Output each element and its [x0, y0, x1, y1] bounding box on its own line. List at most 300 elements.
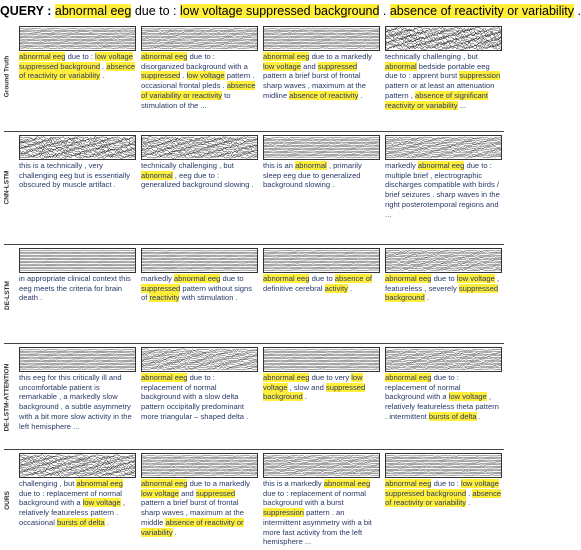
eeg-channel-trace: [142, 34, 257, 35]
eeg-channel-trace: [142, 46, 257, 47]
eeg-channel-trace: [264, 360, 379, 361]
caption-text: .: [466, 488, 473, 498]
eeg-channel-trace: [264, 252, 379, 253]
eeg-channel-trace: [386, 262, 501, 263]
eeg-channel-trace: [264, 455, 379, 456]
eeg-channel-trace: [20, 354, 135, 355]
highlighted-phrase: absence of reactivity or variability: [141, 517, 244, 537]
generated-report: [141, 52, 258, 110]
eeg-channel-trace: [264, 149, 379, 150]
eeg-channel-trace: [264, 42, 379, 43]
caption-text: and: [301, 61, 318, 71]
eeg-channel-trace: [386, 146, 501, 148]
result-cell: [263, 248, 380, 293]
highlighted-phrase: abnormal: [295, 161, 327, 170]
eeg-channel-trace: [264, 359, 379, 360]
eeg-waveform: [264, 454, 379, 477]
eeg-channel-trace: [20, 349, 135, 350]
eeg-channel-trace: [142, 352, 257, 354]
caption-text: due to :: [431, 479, 462, 488]
row-divider: [4, 244, 504, 245]
eeg-channel-trace: [386, 355, 501, 356]
row-divider: [4, 131, 504, 132]
result-cell: [19, 453, 136, 528]
eeg-channel-trace: [142, 37, 257, 38]
eeg-channel-trace: [264, 256, 379, 257]
eeg-channel-trace: [386, 155, 501, 157]
eeg-channel-trace: [264, 350, 379, 351]
highlighted-phrase: low voltage suppressed background: [180, 4, 380, 18]
caption-text: .: [424, 293, 429, 303]
eeg-channel-trace: [20, 43, 135, 44]
generated-report: [385, 274, 502, 303]
result-cell: [263, 453, 380, 547]
eeg-channel-trace: [264, 460, 379, 461]
eeg-channel-trace: [264, 265, 379, 266]
eeg-channel-trace: [264, 357, 379, 358]
caption-text: with stimulation .: [179, 293, 238, 303]
eeg-channel-trace: [20, 36, 135, 37]
generated-report: [19, 161, 136, 190]
eeg-channel-trace: [20, 352, 135, 353]
caption-text: due to : replacement of normal background with a: [385, 373, 461, 402]
caption-text: due to : disorganized background with a: [141, 52, 248, 71]
caption-text: pattern . occasional frontal pleds .: [141, 71, 255, 91]
generated-report: [263, 274, 380, 293]
caption-text: pattern . an intermittent asymmetry with a bit more fast activity from the left hemisphere ...: [263, 508, 372, 547]
eeg-channel-trace: [386, 265, 501, 266]
eeg-waveform: [386, 27, 501, 50]
highlighted-phrase: suppressed: [141, 283, 181, 293]
eeg-channel-trace: [264, 48, 379, 49]
generated-report: [263, 479, 380, 547]
row-label: [0, 26, 14, 126]
eeg-channel-trace: [386, 252, 501, 253]
eeg-channel-trace: [20, 364, 135, 365]
result-cell: [141, 453, 258, 537]
eeg-channel-trace: [264, 37, 379, 38]
highlighted-phrase: low voltage: [186, 71, 225, 81]
highlighted-phrase: bursts of delta: [57, 517, 105, 527]
eeg-channel-trace: [386, 268, 501, 269]
eeg-channel-trace: [20, 42, 135, 43]
caption-text: ...: [457, 100, 467, 110]
eeg-channel-trace: [142, 467, 257, 468]
highlighted-phrase: abnormal eeg: [263, 274, 310, 283]
eeg-channel-trace: [264, 155, 379, 156]
eeg-channel-trace: [142, 457, 257, 458]
caption-text: .: [573, 4, 581, 18]
eeg-waveform: [386, 249, 501, 272]
eeg-channel-trace: [264, 270, 379, 271]
eeg-channel-trace: [386, 461, 501, 462]
eeg-channel-trace: [142, 48, 257, 49]
eeg-channel-trace: [386, 360, 501, 361]
eeg-channel-trace: [386, 138, 501, 140]
eeg-waveform: [264, 27, 379, 50]
eeg-channel-trace: [20, 351, 135, 352]
row-label: [0, 248, 14, 343]
eeg-channel-trace: [264, 467, 379, 468]
eeg-channel-trace: [20, 148, 135, 151]
eeg-thumbnail: [141, 453, 258, 478]
eeg-channel-trace: [386, 140, 501, 142]
eeg-channel-trace: [20, 46, 135, 47]
eeg-channel-trace: [386, 365, 501, 366]
eeg-channel-trace: [142, 473, 257, 474]
result-cell: [385, 26, 502, 110]
highlighted-phrase: abnormal eeg: [141, 373, 188, 382]
eeg-thumbnail: [141, 135, 258, 160]
generated-report: [141, 479, 258, 537]
eeg-channel-trace: [142, 42, 257, 43]
eeg-channel-trace: [386, 349, 501, 350]
eeg-waveform: [142, 27, 257, 50]
generated-report: [19, 479, 136, 528]
row-label-text: OURS: [3, 491, 11, 510]
result-cell: [141, 248, 258, 303]
caption-text: due to :: [131, 4, 180, 18]
eeg-channel-trace: [20, 462, 135, 465]
eeg-channel-trace: [142, 145, 257, 148]
highlighted-phrase: abnormal eeg: [54, 4, 132, 18]
eeg-channel-trace: [386, 352, 501, 353]
eeg-channel-trace: [386, 153, 501, 155]
highlighted-phrase: abnormal eeg: [263, 52, 310, 61]
eeg-channel-trace: [264, 463, 379, 464]
highlighted-phrase: low voltage: [456, 274, 495, 283]
eeg-channel-trace: [142, 358, 257, 360]
caption-text: definitive cerebral: [263, 283, 325, 293]
eeg-channel-trace: [386, 457, 501, 458]
eeg-channel-trace: [386, 258, 501, 259]
eeg-channel-trace: [142, 39, 257, 40]
eeg-channel-trace: [142, 367, 257, 369]
result-cell: [19, 135, 136, 190]
eeg-channel-trace: [142, 43, 257, 44]
eeg-channel-trace: [142, 469, 257, 470]
eeg-waveform: [264, 136, 379, 159]
row-label: [0, 135, 14, 240]
eeg-channel-trace: [142, 362, 257, 364]
highlighted-phrase: suppressed: [317, 61, 358, 71]
caption-text: .: [379, 4, 390, 18]
caption-text: technically challenging , but: [385, 52, 478, 61]
row-label: [0, 347, 14, 447]
eeg-channel-trace: [20, 34, 135, 35]
caption-text: due to: [220, 274, 244, 283]
eeg-thumbnail: [141, 248, 258, 273]
eeg-thumbnail: [19, 248, 136, 273]
caption-text: due to : replacement of normal background with a slow delta pattern occipitally predominant more triangular – shaped delta .: [141, 373, 249, 421]
caption-text: pattern or at least an attenuation pattern ,: [385, 81, 495, 100]
eeg-channel-trace: [264, 139, 379, 140]
eeg-waveform: [20, 454, 135, 477]
row-label-text: CNN-LSTM: [3, 170, 11, 205]
eeg-channel-trace: [386, 464, 501, 465]
eeg-channel-trace: [264, 251, 379, 252]
highlighted-phrase: absence of significant reactivity or variability: [385, 90, 489, 110]
row-label-text: Ground Truth: [3, 55, 11, 97]
eeg-waveform: [20, 348, 135, 371]
highlighted-phrase: low voltage suppressed background: [19, 52, 134, 71]
eeg-waveform: [264, 249, 379, 272]
eeg-channel-trace: [386, 264, 501, 265]
eeg-thumbnail: [385, 347, 502, 372]
eeg-channel-trace: [386, 363, 501, 364]
eeg-channel-trace: [386, 156, 501, 158]
eeg-thumbnail: [19, 453, 136, 478]
result-cell: [19, 248, 136, 303]
eeg-thumbnail: [19, 347, 136, 372]
highlighted-phrase: suppression: [263, 508, 304, 518]
eeg-channel-trace: [20, 366, 135, 367]
eeg-channel-trace: [386, 473, 501, 474]
eeg-channel-trace: [386, 266, 501, 267]
caption-text: , featureless , severely: [385, 274, 500, 293]
highlighted-phrase: low voltage: [448, 392, 487, 402]
eeg-channel-trace: [264, 30, 379, 31]
eeg-channel-trace: [264, 366, 379, 367]
generated-report: [385, 52, 502, 110]
eeg-channel-trace: [20, 138, 135, 142]
eeg-channel-trace: [264, 369, 379, 370]
eeg-channel-trace: [20, 468, 135, 471]
eeg-channel-trace: [20, 474, 135, 477]
eeg-channel-trace: [142, 31, 257, 32]
eeg-channel-trace: [264, 142, 379, 143]
eeg-channel-trace: [20, 31, 135, 32]
result-cell: [141, 347, 258, 422]
eeg-channel-trace: [386, 141, 501, 143]
eeg-channel-trace: [142, 45, 257, 46]
generated-report: [141, 274, 258, 303]
caption-text: challenging , but: [19, 479, 77, 488]
eeg-channel-trace: [264, 31, 379, 32]
caption-text: markedly: [385, 161, 418, 170]
eeg-channel-trace: [386, 357, 501, 358]
eeg-waveform: [20, 249, 135, 272]
eeg-channel-trace: [142, 139, 257, 142]
highlighted-phrase: absence of variability or reactivity: [141, 81, 256, 100]
result-cell: [263, 26, 380, 101]
caption-text: due to very: [309, 373, 352, 382]
caption-text: , relatively featureless pattern . occasional: [19, 498, 125, 527]
highlighted-phrase: suppression: [459, 71, 501, 81]
caption-text: technically challenging , but: [141, 161, 234, 170]
eeg-channel-trace: [142, 151, 257, 154]
eeg-thumbnail: [385, 135, 502, 160]
result-cell: [385, 135, 502, 219]
caption-text: , relatively featureless theta pattern . intermittent: [385, 392, 499, 421]
eeg-channel-trace: [142, 472, 257, 473]
eeg-channel-trace: [386, 255, 501, 256]
eeg-channel-trace: [264, 367, 379, 368]
eeg-channel-trace: [20, 37, 135, 38]
highlighted-phrase: low voltage: [141, 488, 179, 498]
caption-text: .: [100, 71, 105, 81]
eeg-channel-trace: [386, 354, 501, 355]
eeg-channel-trace: [20, 357, 135, 358]
eeg-channel-trace: [20, 30, 135, 31]
highlighted-phrase: suppressed: [141, 71, 181, 81]
caption-text: this is an: [263, 161, 296, 170]
eeg-channel-trace: [386, 469, 501, 470]
result-cell: [385, 347, 502, 422]
eeg-channel-trace: [142, 460, 257, 461]
eeg-waveform: [142, 249, 257, 272]
row-divider: [4, 449, 504, 450]
eeg-channel-trace: [142, 33, 257, 34]
eeg-channel-trace: [386, 150, 501, 152]
eeg-channel-trace: [386, 463, 501, 464]
caption-text: , primarily sleep eeg due to generalized background slowing .: [263, 161, 362, 190]
result-cell: [141, 26, 258, 110]
eeg-channel-trace: [142, 475, 257, 476]
eeg-channel-trace: [142, 350, 257, 352]
highlighted-phrase: low voltage: [82, 498, 121, 508]
eeg-channel-trace: [264, 33, 379, 34]
caption-text: due to a markedly: [309, 52, 372, 61]
eeg-channel-trace: [386, 364, 501, 365]
highlighted-phrase: abnormal eeg: [417, 161, 465, 170]
eeg-channel-trace: [142, 40, 257, 41]
eeg-channel-trace: [264, 45, 379, 46]
eeg-channel-trace: [142, 458, 257, 459]
eeg-channel-trace: [264, 258, 379, 259]
highlighted-phrase: suppressed background: [263, 382, 366, 402]
eeg-channel-trace: [142, 368, 257, 370]
eeg-channel-trace: [264, 143, 379, 144]
generated-report: [263, 373, 380, 402]
result-cell: [385, 248, 502, 303]
highlighted-phrase: suppressed: [195, 488, 236, 498]
caption-text: .: [466, 498, 471, 508]
eeg-channel-trace: [20, 33, 135, 34]
eeg-channel-trace: [20, 361, 135, 362]
eeg-thumbnail: [263, 347, 380, 372]
caption-text: .: [172, 527, 177, 537]
highlighted-phrase: abnormal eeg: [385, 373, 432, 382]
eeg-channel-trace: [20, 143, 135, 147]
eeg-channel-trace: [264, 36, 379, 37]
eeg-channel-trace: [20, 369, 135, 370]
generated-report: [385, 161, 502, 219]
eeg-channel-trace: [386, 137, 501, 139]
highlighted-phrase: abnormal eeg: [173, 274, 221, 283]
eeg-channel-trace: [264, 262, 379, 263]
eeg-channel-trace: [264, 255, 379, 256]
eeg-channel-trace: [264, 40, 379, 41]
eeg-channel-trace: [264, 137, 379, 138]
result-cell: [385, 453, 502, 508]
eeg-channel-trace: [386, 460, 501, 461]
highlighted-phrase: abnormal eeg: [385, 274, 432, 283]
eeg-channel-trace: [264, 157, 379, 158]
caption-text: due to a markedly: [187, 479, 250, 488]
eeg-channel-trace: [264, 148, 379, 149]
eeg-channel-trace: [386, 351, 501, 352]
caption-text: due to : replacement of normal background with a: [19, 488, 122, 508]
eeg-channel-trace: [386, 472, 501, 473]
eeg-waveform: [142, 136, 257, 159]
eeg-channel-trace: [20, 355, 135, 356]
eeg-channel-trace: [386, 475, 501, 476]
eeg-channel-trace: [264, 475, 379, 476]
eeg-channel-trace: [264, 267, 379, 268]
generated-report: [385, 479, 502, 508]
eeg-channel-trace: [142, 470, 257, 471]
eeg-waveform: [386, 348, 501, 371]
result-cell: [19, 347, 136, 431]
eeg-channel-trace: [264, 152, 379, 153]
highlighted-phrase: low voltage: [263, 61, 301, 71]
eeg-channel-trace: [264, 264, 379, 265]
highlighted-phrase: absence of reactivity or variability: [389, 4, 574, 18]
eeg-channel-trace: [386, 152, 501, 154]
eeg-thumbnail: [141, 26, 258, 51]
result-cell: [263, 135, 380, 190]
caption-text: and: [179, 488, 196, 498]
eeg-channel-trace: [142, 28, 257, 29]
eeg-channel-trace: [264, 34, 379, 35]
caption-text: bedside portable eeg due to : apprent burst: [385, 61, 490, 81]
eeg-thumbnail: [19, 26, 136, 51]
eeg-channel-trace: [386, 458, 501, 459]
eeg-channel-trace: [20, 45, 135, 46]
highlighted-phrase: activity: [324, 283, 348, 293]
eeg-channel-trace: [264, 466, 379, 467]
eeg-channel-trace: [20, 39, 135, 40]
eeg-channel-trace: [264, 46, 379, 47]
caption-text: due to : replacement of normal background with a burst: [263, 488, 366, 508]
eeg-thumbnail: [385, 26, 502, 51]
caption-text: , eeg due to : generalized background slowing .: [141, 170, 254, 190]
highlighted-phrase: abnormal: [385, 61, 417, 71]
result-cell: [263, 347, 380, 402]
eeg-channel-trace: [20, 28, 135, 29]
generated-report: [141, 161, 258, 190]
caption-text: this is a markedly: [263, 479, 324, 488]
caption-text: pattern a brief burst of frontal sharp waves , maximum at the midline: [263, 71, 366, 100]
eeg-channel-trace: [142, 349, 257, 351]
eeg-thumbnail: [263, 248, 380, 273]
highlighted-phrase: suppressed background: [385, 283, 499, 303]
caption-text: to stimulation of the ...: [141, 90, 231, 110]
eeg-channel-trace: [386, 143, 501, 145]
highlighted-phrase: absence of: [334, 274, 372, 283]
row-label: [0, 453, 14, 548]
highlighted-phrase: absence of reactivity or variability: [385, 488, 502, 508]
caption-text: .: [180, 71, 187, 81]
eeg-thumbnail: [385, 453, 502, 478]
eeg-channel-trace: [386, 261, 501, 262]
eeg-channel-trace: [142, 466, 257, 467]
caption-text: , slow and: [287, 382, 326, 392]
eeg-channel-trace: [20, 155, 135, 158]
caption-text: .: [476, 411, 481, 421]
generated-report: [141, 373, 258, 422]
eeg-channel-trace: [386, 470, 501, 471]
eeg-thumbnail: [263, 135, 380, 160]
eeg-channel-trace: [264, 268, 379, 269]
highlighted-phrase: abnormal eeg: [19, 52, 66, 61]
generated-report: [263, 52, 380, 101]
eeg-waveform: [142, 454, 257, 477]
eeg-channel-trace: [20, 48, 135, 49]
caption-text: .: [302, 392, 307, 402]
eeg-thumbnail: [263, 453, 380, 478]
